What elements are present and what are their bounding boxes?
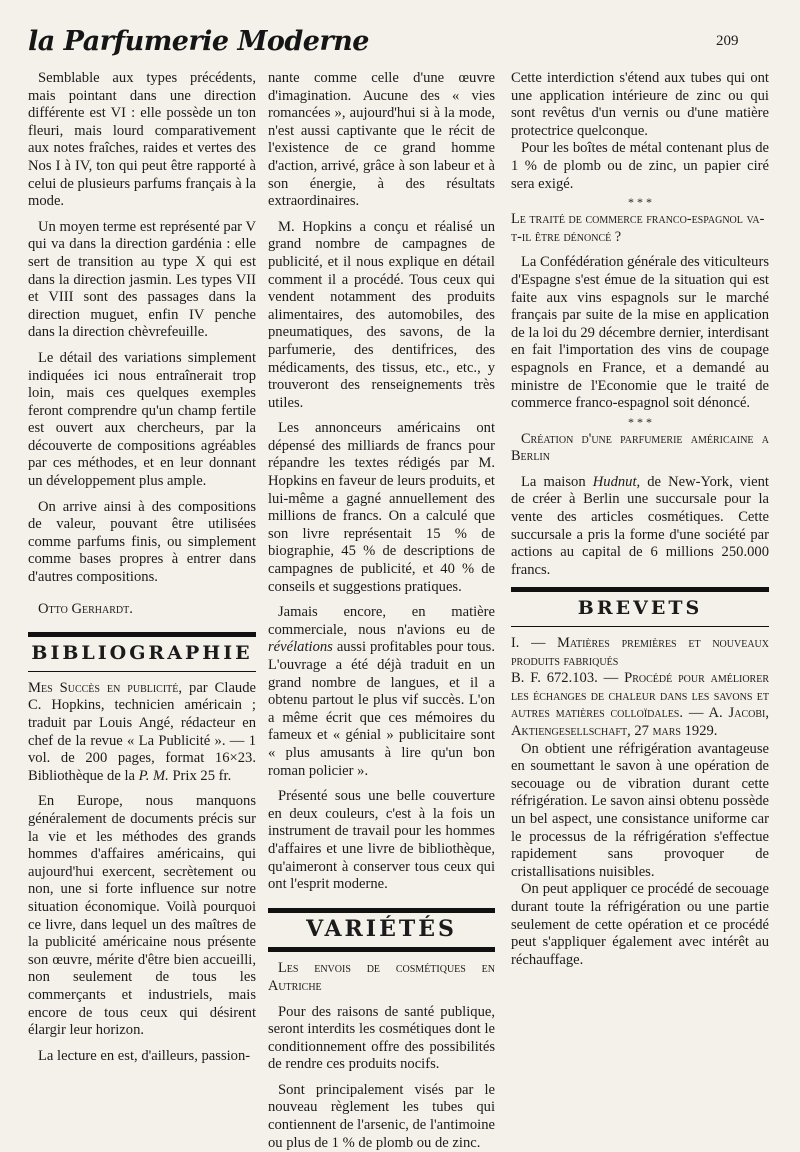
article-subhead: Le traité de commerce franco-espagnol va-t-il être dénoncé ? [511, 211, 765, 245]
text-run: Jamais encore, en matière commerciale, nous n'avions eu de [268, 604, 495, 638]
page-number: 209 [716, 33, 739, 49]
book-title: Mes Succès en publicité, [28, 679, 183, 696]
paragraph: Cette interdiction s'étend aux tubes qui ont une application intérieure de zinc ou qui sont revêtus d'un vernis ou d'une matière protectrice quelconque. [511, 70, 769, 139]
company-name: Hudnut, [592, 473, 641, 490]
bibliographie-banner [28, 632, 256, 672]
article-subhead: Création d'une parfumerie américaine a Berlin [511, 430, 769, 465]
article-subhead: Les envois de cosmétiques en Autriche [268, 960, 495, 994]
text-run-italic: révélations [268, 639, 333, 656]
patent-category: I. — Matières premières et nouveaux produits fabriqués [511, 635, 769, 669]
text-run: aussi profitables pour tous. L'ouvrage a été déjà traduit en un grand nombre de langues, et il a obtenu partout le plus vif succès. L'on a même écrit que ces mémoires du fameux et « génial » publicitaire sont « plus amusants à lire qu'un bon roman policier ». [268, 639, 495, 779]
patent-reference: B. F. 672.103. — Procédé pour améliorer les échanges de chaleur dans les savons et autres matières colloïdales. — A. Jacobi, Aktiengesellschaft, 27 mars 1929. [511, 670, 769, 739]
paragraph: On peut appliquer ce procédé de secouage durant toute la réfrigération ou une partie seulement de cette opération et ce procédé peut s'appliquer également avec intérêt au réchauffage. [511, 881, 769, 968]
section-title: BREVETS [577, 597, 703, 620]
paragraph: On obtient une réfrigération avantageuse en soumettant le savon à une opération de secouage ou de vibration durant cette réfrigération. Le savon ainsi obtenu possède un bel aspect, une consistance uniforme car le processus de la réfrigération s'effectue rapidement sans provoquer de cristallisations nuisibles. [511, 740, 769, 880]
separator-stars: * * * [628, 414, 652, 429]
paragraph: En Europe, nous manquons généralement de documents précis sur la vie et les méthodes des grands hommes d'affaires américains, qui aujourd'hui exercent, secrètement ou non, une si forte influence sur notre situation économique. Voilà pourquoi ce livre, dans lequel un des maîtres de la publicité américaine nous présente son œuvre, mérite d'être bien accueilli, non seulement de tous les commerçants et industriels, mais encore de tous ceux qui désirent élargir leur horizon. [28, 793, 256, 1039]
left-column [28, 70, 256, 1065]
paragraph: Sont principalement visés par le nouveau règlement les tubes qui contiennent de l'arsenic, de l'antimoine ou plus de 1 % de plomb ou de zinc. [268, 1081, 495, 1151]
paragraph: Pour des raisons de santé publique, seront interdits les cosmétiques dont le conditionnement offre des possibilités de rendre ces produits nocifs. [268, 1003, 495, 1073]
text-run: de New-York, vient de créer à Berlin une succursale pour la vente des articles cosmétiques. Cette succursale a pris la forme d'une société par actions au capital de 6 millions 250.000 francs. [511, 473, 769, 578]
paragraph: La lecture en est, d'ailleurs, passion- [38, 1047, 251, 1064]
paragraph [28, 680, 256, 786]
author-signature: Otto Gerhardt. [38, 600, 133, 617]
separator-stars: * * * [628, 195, 652, 210]
paragraph: Semblable aux types précédents, mais pointant dans une direction différente est VI : elle possède un ton fleuri, mais lourd comparativement aux notes fraîches, raides et vertes des Nos I à IV, ton qui peut être rapporté à celui de plusieurs parfums français à la mode. [28, 70, 256, 210]
text-run: La maison [521, 473, 593, 490]
journal-abbrev: P. M. [138, 767, 169, 784]
paragraph: La Confédération générale des viticulteurs d'Espagne s'est émue de la situation qui est faite aux vins espagnols sur le marché français par suite de la mise en application de la loi du 29 décembre dernier, interdisant en fait l'importation des vins de coupage espagnols en France, et a demandé au ministre de l'Economie que le traité de commerce franco-espagnol soit dénoncé. [511, 254, 769, 412]
section-title: VARIÉTÉS [306, 915, 457, 942]
paragraph: Un moyen terme est représenté par V qui va dans la direction gardénia : elle sert de transition au type X qui est dans la direction jasmin. Les types VII et VIII sont des passages dans la direction muguet, enfin IV penche dans la direction chèvrefeuille. [28, 218, 256, 341]
paragraph: M. Hopkins a conçu et réalisé un grand nombre de campagnes de publicité, et il nous explique en détail comment il a procédé. Tous ceux qui vendent notamment des produits alimentaires, des automobiles, des pneumatiques, des savons, de la parfumerie, des dentifrices, des médicaments, des tissus, etc., etc., y trouveront des renseignements très utiles. [268, 218, 495, 411]
paragraph [268, 604, 495, 780]
book-details: par Claude C. Hopkins, technicien américain ; traduit par Louis Angé, rédacteur en chef de la revue « La Publicité ». — 1 vol. de 200 pages, format 16×23. Bibliothèque de la [28, 679, 256, 784]
paragraph: Présenté sous une belle couverture en deux couleurs, c'est à la fois un instrument de travail pour les hommes d'affaires et une livre de bibliothèque, qu'aimeront à conserver tous ceux qui ont l'esprit moderne. [268, 788, 495, 893]
paragraph: Le détail des variations simplement indiquées ici nous entraînerait trop loin, mais ces quelques exemples feront comprendre qu'un champ fertile est ouvert aux chercheurs, par la découverte de compositions agréables par ces méthodes, et en leur donnant un développement plus ample. [28, 349, 256, 490]
paragraph: Pour les boîtes de métal contenant plus de 1 % de plomb ou de zinc, un papier ciré sera exigé. [511, 140, 769, 192]
journal-logo: la Parfumerie Moderne [28, 26, 369, 57]
varietes-banner [268, 908, 495, 953]
paragraph: On arrive ainsi à des compositions de valeur, pouvant être utilisées comme parfums finis, ou simplement comme bases propres à entrer dans d'autres compositions. [28, 498, 256, 586]
right-column [511, 70, 769, 969]
section-title: BIBLIOGRAPHIE [31, 642, 253, 665]
paragraph: nante comme celle d'une œuvre d'imagination. Aucune des « vies romancées », aujourd'hui si à la mode, n'est aussi captivante que le récit de l'existence de ce grand homme d'action, arrivé, grâce à son labeur et à son énergie, à des résultats extraordinaires. [268, 70, 495, 210]
brevets-banner [511, 587, 769, 627]
middle-column [268, 70, 495, 1152]
book-price: Prix 25 fr. [168, 767, 232, 784]
paragraph: Les annonceurs américains ont dépensé des milliards de francs pour répandre les textes rédigés par M. Hopkins en faveur de leurs produits, et lui-même a gagné annuellement des millions de francs. On a calculé que son livre représentait 15 % de biographie, 45 % de descriptions de campagnes de publicité, et 40 % de conseils et suggestions pratiques. [268, 420, 495, 595]
paragraph [511, 474, 769, 580]
